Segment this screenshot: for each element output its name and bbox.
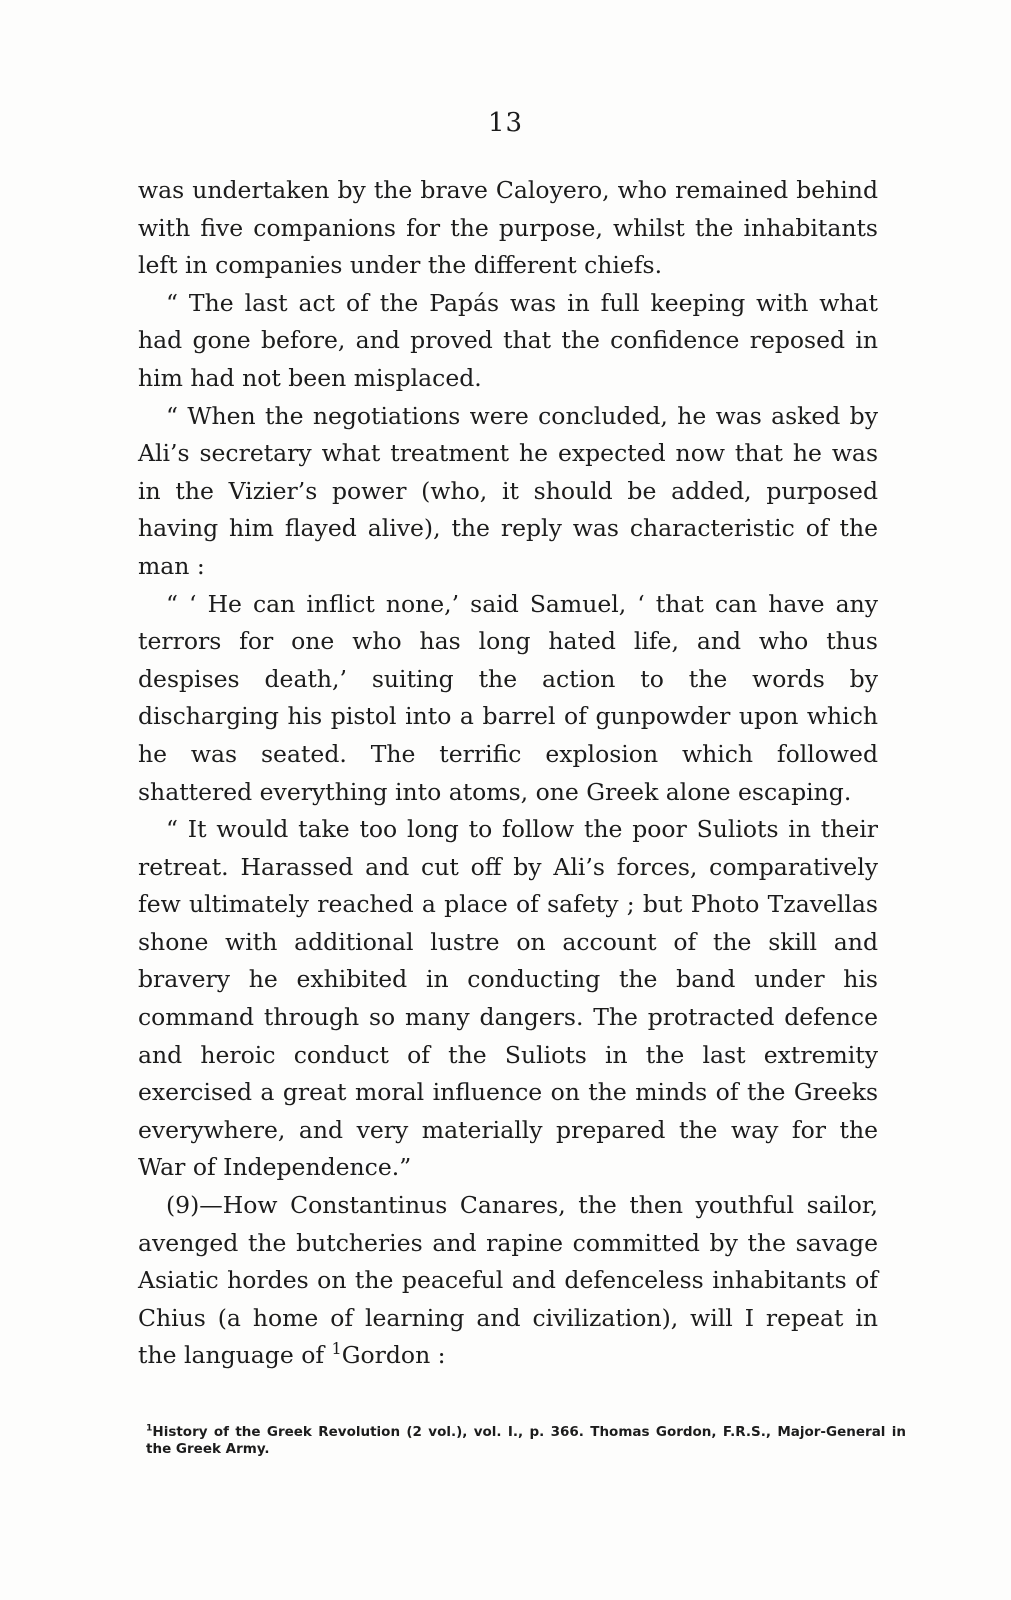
page-number: 13 xyxy=(487,108,524,138)
paragraph-continuation: was undertaken by the brave Caloyero, who remained behind with five companions for the purpose, whilst the inhabitants left in companies under the different chiefs. xyxy=(138,176,878,280)
paragraph-last-act: “ The last act of the Papás was in full keeping with what had gone before, and proved that the confidence reposed in him had not been misplaced. xyxy=(138,288,878,392)
paragraph-canares-text: (9)—How Constantinus Canares, the then youthful sailor, avenged the butcheries and rapine committed by the savage Asiatic hordes on the peaceful and defenceless inhabitants of Chius (a home of learning and civilization), will I repeat in the language of xyxy=(138,1191,878,1370)
page-body xyxy=(138,172,878,1375)
footnote-text: History of the Greek Revolution (2 vol.), vol. I., p. 366. Thomas Gordon, F.R.S., Major-General in the Greek Army. xyxy=(146,1424,906,1457)
footnote-mark: 1 xyxy=(146,1422,153,1434)
footnote-reference-mark: 1 xyxy=(331,1339,342,1359)
footnote xyxy=(146,1424,906,1458)
paragraph-suliots-retreat: “ It would take too long to follow the poor Suliots in their retreat. Harassed and cut off by Ali’s forces, comparatively few ultimately reached a place of safety ; but Photo Tzavellas shone with additional lustre on account of the skill and bravery he exhibited in conducting the band under his command through so many dangers. The protracted defence and heroic conduct of the Suliots in the last extremity exercised a great moral influence on the minds of the Greeks everywhere, and very materially prepared the way for the War of Independence.” xyxy=(138,815,878,1182)
paragraph-samuel-quote: “ ‘ He can inflict none,’ said Samuel, ‘ that can have any terrors for one who has long hated life, and who thus despises death,’ suiting the action to the words by discharging his pistol into a barrel of gunpowder upon which he was seated. The terrific explosion which followed shattered everything into atoms, one Greek alone escaping. xyxy=(138,589,878,806)
paragraph-canares-end: Gordon : xyxy=(341,1341,446,1370)
paragraph-canares xyxy=(138,1187,878,1375)
paragraph-negotiations: “ When the negotiations were concluded, he was asked by Ali’s secretary what treatment he expected now that he was in the Vizier’s power (who, it should be added, purposed having him flayed alive), the reply was characteristic of the man : xyxy=(138,401,878,580)
